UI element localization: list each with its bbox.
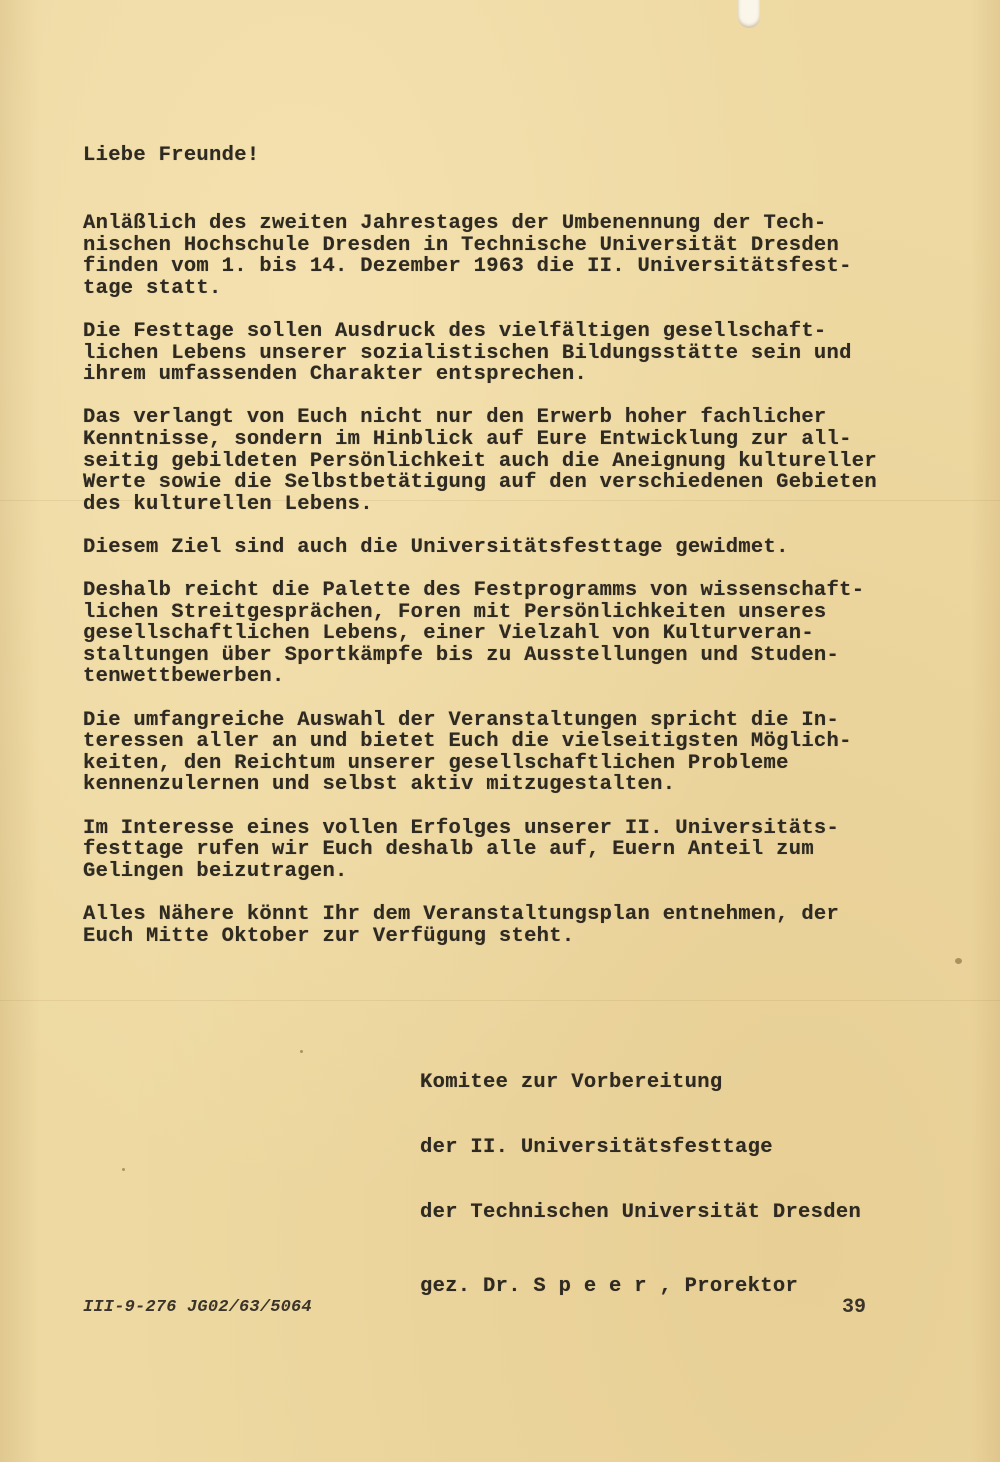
paragraph [83, 213, 913, 299]
text-line: Diesem Ziel sind auch die Universitätsfesttage gewidmet. [83, 535, 789, 559]
text-line: Das verlangt von Euch nicht nur den Erwerb hoher fachlicher [83, 406, 827, 430]
text-line: nischen Hochschule Dresden in Technische Universität Dresden [83, 233, 840, 257]
text-line: lichen Streitgesprächen, Foren mit Persönlichkeiten unseres [83, 600, 827, 624]
text-line: Die Festtage sollen Ausdruck des vielfältigen gesellschaft- [83, 319, 827, 343]
text-line: kennenzulernen und selbst aktiv mitzugestalten. [83, 773, 676, 797]
page-number: 39 [842, 1296, 867, 1319]
text-line: finden vom 1. bis 14. Dezember 1963 die II. Universitätsfest- [83, 255, 852, 279]
text-line: tage statt. [83, 276, 222, 300]
text-line: Die umfangreiche Auswahl der Veranstaltungen spricht die In- [83, 708, 840, 732]
text-line: staltungen über Sportkämpfe bis zu Ausstellungen und Studen- [83, 643, 840, 667]
text-line: tenwettbewerben. [83, 665, 285, 689]
signature-block [420, 1029, 861, 1340]
signature-line: der II. Universitätsfesttage [420, 1135, 773, 1159]
text-line: Deshalb reicht die Palette des Festprogramms von wissenschaft- [83, 579, 865, 603]
signature-line: Komitee zur Vorbereitung [420, 1071, 723, 1095]
paper-crease [0, 1000, 1000, 1001]
paragraph [83, 580, 913, 688]
paragraph [83, 904, 913, 947]
text-line: Kenntnisse, sondern im Hinblick auf Eure Entwicklung zur all- [83, 427, 852, 451]
text-line: seitig gebildeten Persönlichkeit auch die Aneignung kultureller [83, 449, 877, 473]
text-line: Alles Nähere könnt Ihr dem Veranstaltungsplan entnehmen, der [83, 903, 840, 926]
paragraph [83, 407, 913, 515]
text-line: Werte sowie die Selbstbetätigung auf den verschiedenen Gebieten [83, 471, 877, 495]
paper-speck [122, 1168, 125, 1171]
text-line: lichen Lebens unserer sozialistischen Bildungsstätte sein und [83, 341, 852, 365]
signed-by: gez. Dr. S p e e r , Prorektor [420, 1274, 799, 1298]
text-line: festtage rufen wir Euch deshalb alle auf, Euern Anteil zum [83, 838, 814, 862]
text-line: Anläßlich des zweiten Jahrestages der Umbenennung der Tech- [83, 212, 827, 235]
text-line: keiten, den Reichtum unserer gesellschaftlichen Probleme [83, 751, 789, 775]
paper-speck [300, 1050, 303, 1053]
paragraph [83, 710, 913, 796]
text-line: gesellschaftlichen Lebens, einer Vielzahl von Kulturveran- [83, 622, 814, 646]
paragraph [83, 537, 913, 559]
document-code: III-9-276 JG02/63/5064 [83, 1298, 312, 1317]
salutation: Liebe Freunde! [83, 144, 260, 167]
signature-line: der Technischen Universität Dresden [420, 1200, 862, 1224]
text-line: Gelingen beizutragen. [83, 859, 348, 883]
paragraph [83, 818, 913, 883]
punch-hole [738, 0, 760, 28]
text-line: ihrem umfassenden Charakter entsprechen. [83, 363, 588, 387]
paragraph [83, 321, 913, 386]
text-line: des kulturellen Lebens. [83, 492, 373, 516]
text-line: teressen aller an und bietet Euch die vielseitigsten Möglich- [83, 730, 852, 754]
text-line: Euch Mitte Oktober zur Verfügung steht. [83, 924, 575, 948]
paper-speck [955, 958, 962, 964]
letter-body [83, 213, 913, 969]
text-line: Im Interesse eines vollen Erfolges unserer II. Universitäts- [83, 816, 840, 840]
